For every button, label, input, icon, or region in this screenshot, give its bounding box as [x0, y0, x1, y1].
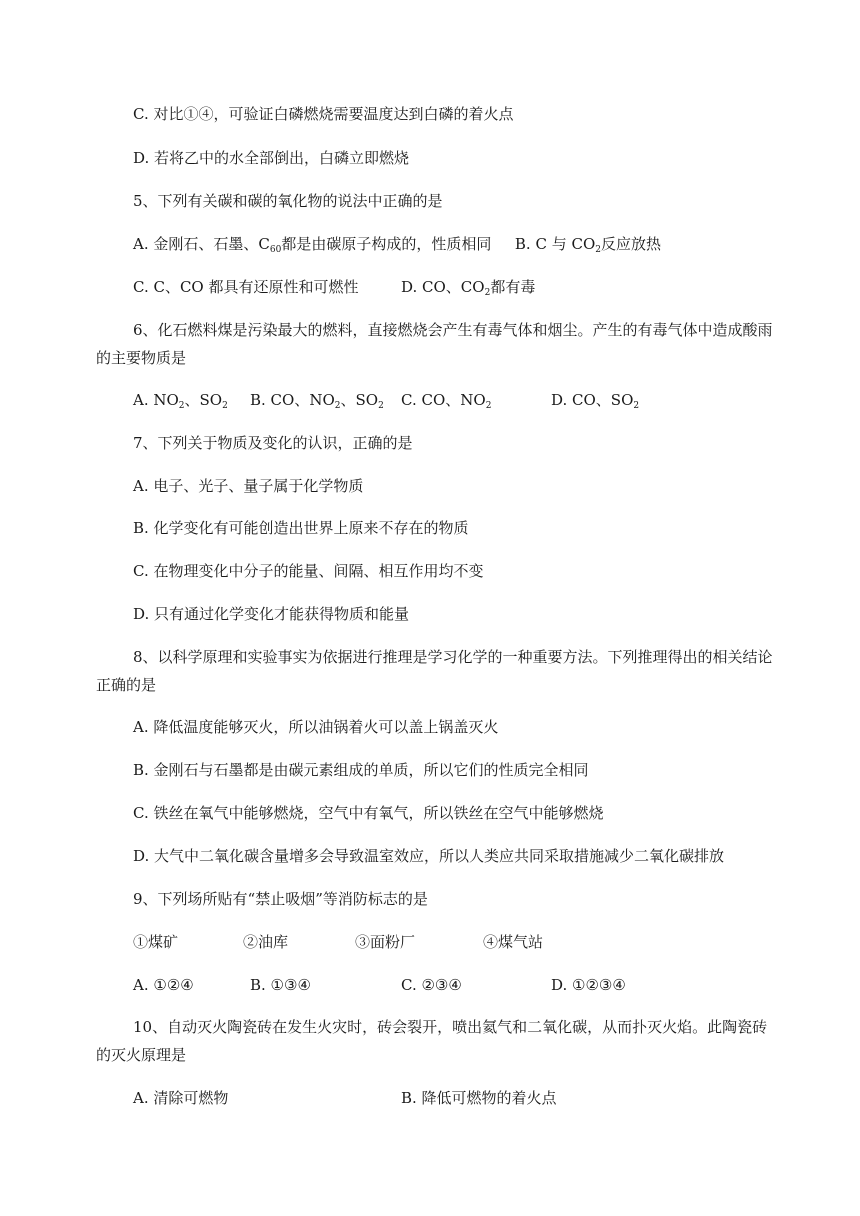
- q8-option-a: A. 降低温度能够灭火，所以油锅着火可以盖上锅盖灭火: [133, 718, 499, 736]
- q9-place-4: ④煤气站: [483, 933, 544, 951]
- q7-option-c: C. 在物理变化中分子的能量、间隔、相互作用均不变: [133, 562, 484, 580]
- q9-stem: 9、下列场所贴有“禁止吸烟”等消防标志的是: [133, 890, 428, 908]
- q8-option-d: D. 大气中二氧化碳含量增多会导致温室效应，所以人类应共同采取措施减少二氧化碳排放: [133, 847, 725, 865]
- q6-option-c: C. CO、$NO_2$: [401, 391, 492, 411]
- q6-option-d: D. CO、$SO_2$: [551, 391, 640, 411]
- q6-stem-line2: 的主要物质是: [96, 349, 187, 367]
- q5-option-a: A. 金刚石、石墨、$C_{60}$都是由碳原子构成的，性质相同: [133, 235, 492, 255]
- q5-option-b: B. C 与 $CO_2$反应放热: [514, 235, 661, 255]
- q7-option-b: B. 化学变化有可能创造出世界上原来不存在的物质: [133, 519, 469, 537]
- q8-stem-line1: 8、以科学原理和实验事实为依据进行推理是学习化学的一种重要方法。下列推理得出的相关结论: [133, 648, 773, 666]
- q9-place-1: ①煤矿: [133, 933, 179, 951]
- q8-option-c: C. 铁丝在氧气中能够燃烧，空气中有氧气，所以铁丝在空气中能够燃烧: [133, 804, 604, 822]
- q5-stem: 5、下列有关碳和碳的氧化物的说法中正确的是: [133, 192, 443, 210]
- q4-option-d: D. 若将乙中的水全部倒出，白磷立即燃烧: [133, 149, 410, 167]
- q10-stem-line2: 的灭火原理是: [96, 1046, 187, 1064]
- q8-stem-line2: 正确的是: [96, 676, 157, 694]
- q6-option-a: A. $NO_2$、$SO_2$: [133, 391, 228, 411]
- q9-option-d: D. ①②③④: [551, 976, 626, 994]
- q9-place-2: ②油库: [243, 933, 289, 951]
- q6-stem-line1: 6、化石燃料煤是污染最大的燃料，直接燃烧会产生有毒气体和烟尘。产生的有毒气体中造成酸雨: [133, 321, 773, 339]
- q4-option-c: C. 对比①④，可验证白磷燃烧需要温度达到白磷的着火点: [133, 105, 514, 123]
- q5-option-c: C. C、CO 都具有还原性和可燃性: [133, 278, 359, 296]
- q9-option-b: B. ①③④: [250, 976, 311, 994]
- q10-option-b: B. 降低可燃物的着火点: [401, 1089, 557, 1107]
- q7-option-a: A. 电子、光子、量子属于化学物质: [133, 477, 364, 495]
- q9-option-c: C. ②③④: [401, 976, 462, 994]
- q7-option-d: D. 只有通过化学变化才能获得物质和能量: [133, 605, 410, 623]
- q10-option-a: A. 清除可燃物: [133, 1089, 229, 1107]
- q6-option-b: B. CO、$NO_2$、$SO_2$: [250, 391, 384, 411]
- q5-options-ab: [133, 234, 661, 254]
- q9-place-3: ③面粉厂: [355, 933, 416, 951]
- q5-option-d: D. CO、$CO_2$都有毒: [401, 278, 536, 298]
- q10-stem-line1: 10、自动灭火陶瓷砖在发生火灾时，砖会裂开，喷出氦气和二氧化碳，从而扑灭火焰。此陶瓷砖: [133, 1018, 768, 1036]
- q7-stem: 7、下列关于物质及变化的认识，正确的是: [133, 434, 413, 452]
- q9-option-a: A. ①②④: [133, 976, 194, 994]
- q8-option-b: B. 金刚石与石墨都是由碳元素组成的单质，所以它们的性质完全相同: [133, 761, 589, 779]
